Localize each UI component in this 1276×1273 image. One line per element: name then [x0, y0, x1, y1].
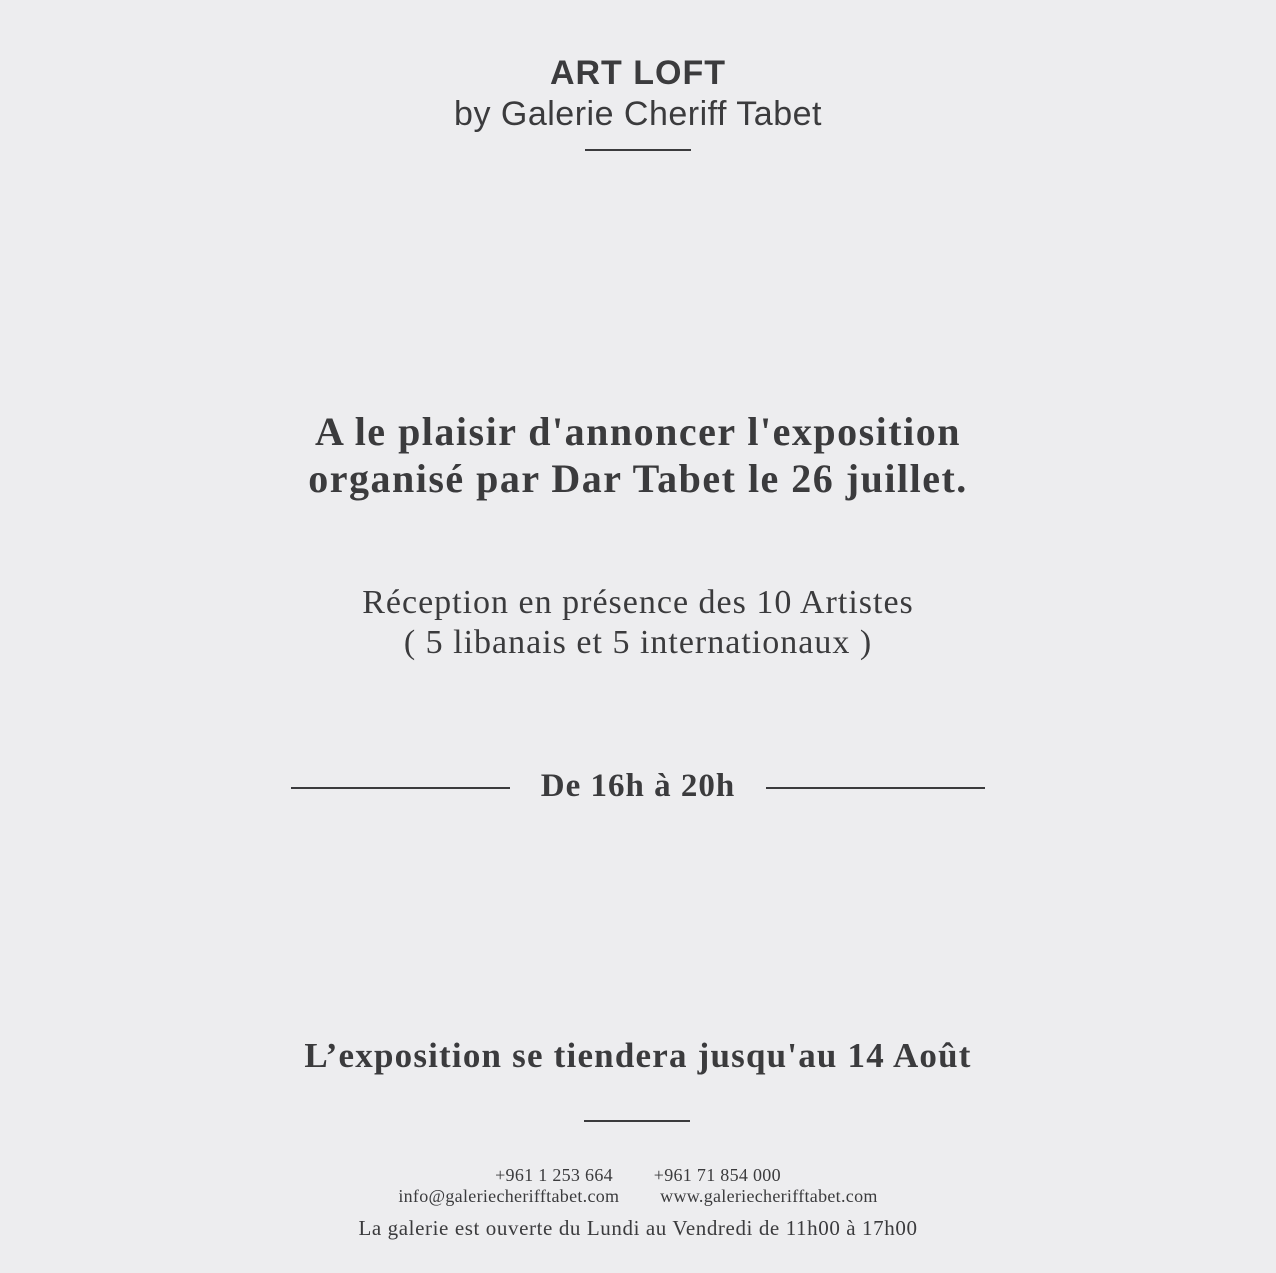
phone-2[interactable]: +961 71 854 000 [653, 1165, 781, 1185]
header-divider [585, 149, 691, 151]
announcement-line-1: A le plaisir d'annoncer l'exposition [315, 409, 961, 454]
phone-1[interactable]: +961 1 253 664 [495, 1165, 613, 1185]
website-link[interactable]: www.galeriecherifftabet.com [660, 1186, 878, 1206]
event-time: De 16h à 20h [540, 768, 736, 804]
gallery-subtitle: by Galerie Cheriff Tabet [454, 95, 822, 133]
reception-text [0, 583, 1276, 663]
reception-line-1: Réception en présence des 10 Artistes [362, 584, 914, 621]
email-link[interactable]: info@galeriecherifftabet.com [398, 1186, 620, 1206]
exhibition-end-date: L’exposition se tiendera jusqu'au 14 Août [304, 1036, 972, 1075]
web-contacts [0, 1186, 1276, 1207]
opening-hours: La galerie est ouverte du Lundi au Vendredi de 11h00 à 17h00 [358, 1216, 918, 1240]
reception-line-2: ( 5 libanais et 5 internationaux ) [403, 624, 873, 661]
time-right-divider [766, 787, 985, 789]
phone-numbers [0, 1165, 1276, 1186]
announcement-heading [0, 408, 1276, 502]
announcement-line-2: organisé par Dar Tabet le 26 juillet. [308, 456, 968, 501]
footer-divider [584, 1120, 690, 1122]
gallery-name: ART LOFT [549, 54, 727, 92]
